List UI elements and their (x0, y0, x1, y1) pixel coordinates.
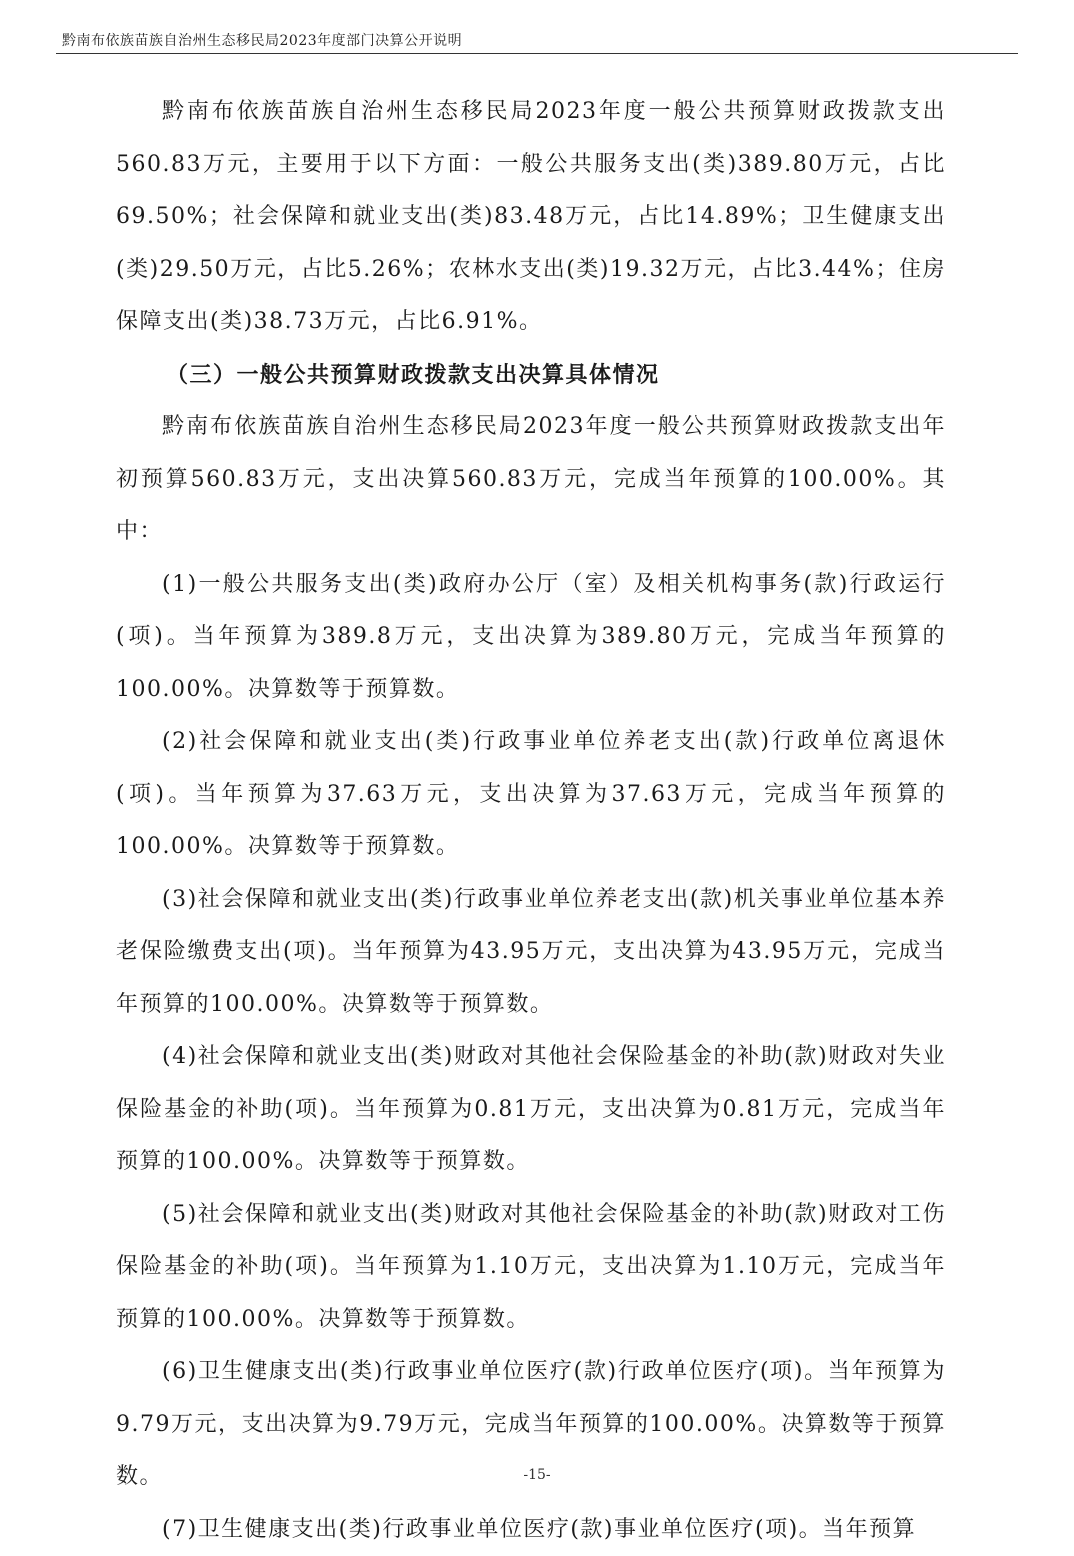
item-paragraph-7: (7)卫生健康支出(类)行政事业单位医疗(款)事业单位医疗(项)。当年预算 (116, 1504, 946, 1556)
running-header: 黔南布依族苗族自治州生态移民局2023年度部门决算公开说明 (62, 30, 462, 50)
header-divider (56, 53, 1018, 54)
item-paragraph-4: (4)社会保障和就业支出(类)财政对其他社会保险基金的补助(款)财政对失业保险基金的补助(项)。当年预算为0.81万元，支出决算为0.81万元，完成当年预算的100.00%。决算数等于预算数。 (116, 1031, 946, 1189)
page-number: -15- (0, 1467, 1074, 1483)
item-paragraph-5: (5)社会保障和就业支出(类)财政对其他社会保险基金的补助(款)财政对工伤保险基金的补助(项)。当年预算为1.10万元，支出决算为1.10万元，完成当年预算的100.00%。决算数等于预算数。 (116, 1189, 946, 1347)
section-heading: （三）一般公共预算财政拨款支出决算具体情况 (116, 349, 946, 402)
item-paragraph-2: (2)社会保障和就业支出(类)行政事业单位养老支出(款)行政单位离退休(项)。当年预算为37.63万元，支出决算为37.63万元，完成当年预算的100.00%。决算数等于预算数。 (116, 716, 946, 874)
summary-paragraph: 黔南布依族苗族自治州生态移民局2023年度一般公共预算财政拨款支出560.83万元，主要用于以下方面：一般公共服务支出(类)389.80万元，占比69.50%；社会保障和就业支出(类)83.48万元，占比14.89%；卫生健康支出(类)29.50万元，占比5.26%；农林水支出(类)19.32万元，占比3.44%；住房保障支出(类)38.73万元，占比6.91%。 (116, 86, 946, 349)
item-paragraph-1: (1)一般公共服务支出(类)政府办公厅（室）及相关机构事务(款)行政运行(项)。当年预算为389.8万元，支出决算为389.80万元，完成当年预算的100.00%。决算数等于预算数。 (116, 559, 946, 717)
document-body (116, 86, 946, 1556)
item-paragraph-3: (3)社会保障和就业支出(类)行政事业单位养老支出(款)机关事业单位基本养老保险缴费支出(项)。当年预算为43.95万元，支出决算为43.95万元，完成当年预算的100.00%。决算数等于预算数。 (116, 874, 946, 1032)
item-paragraph-6: (6)卫生健康支出(类)行政事业单位医疗(款)行政单位医疗(项)。当年预算为9.79万元，支出决算为9.79万元，完成当年预算的100.00%。决算数等于预算数。 (116, 1346, 946, 1504)
overview-paragraph: 黔南布依族苗族自治州生态移民局2023年度一般公共预算财政拨款支出年初预算560.83万元，支出决算560.83万元，完成当年预算的100.00%。其中： (116, 401, 946, 559)
